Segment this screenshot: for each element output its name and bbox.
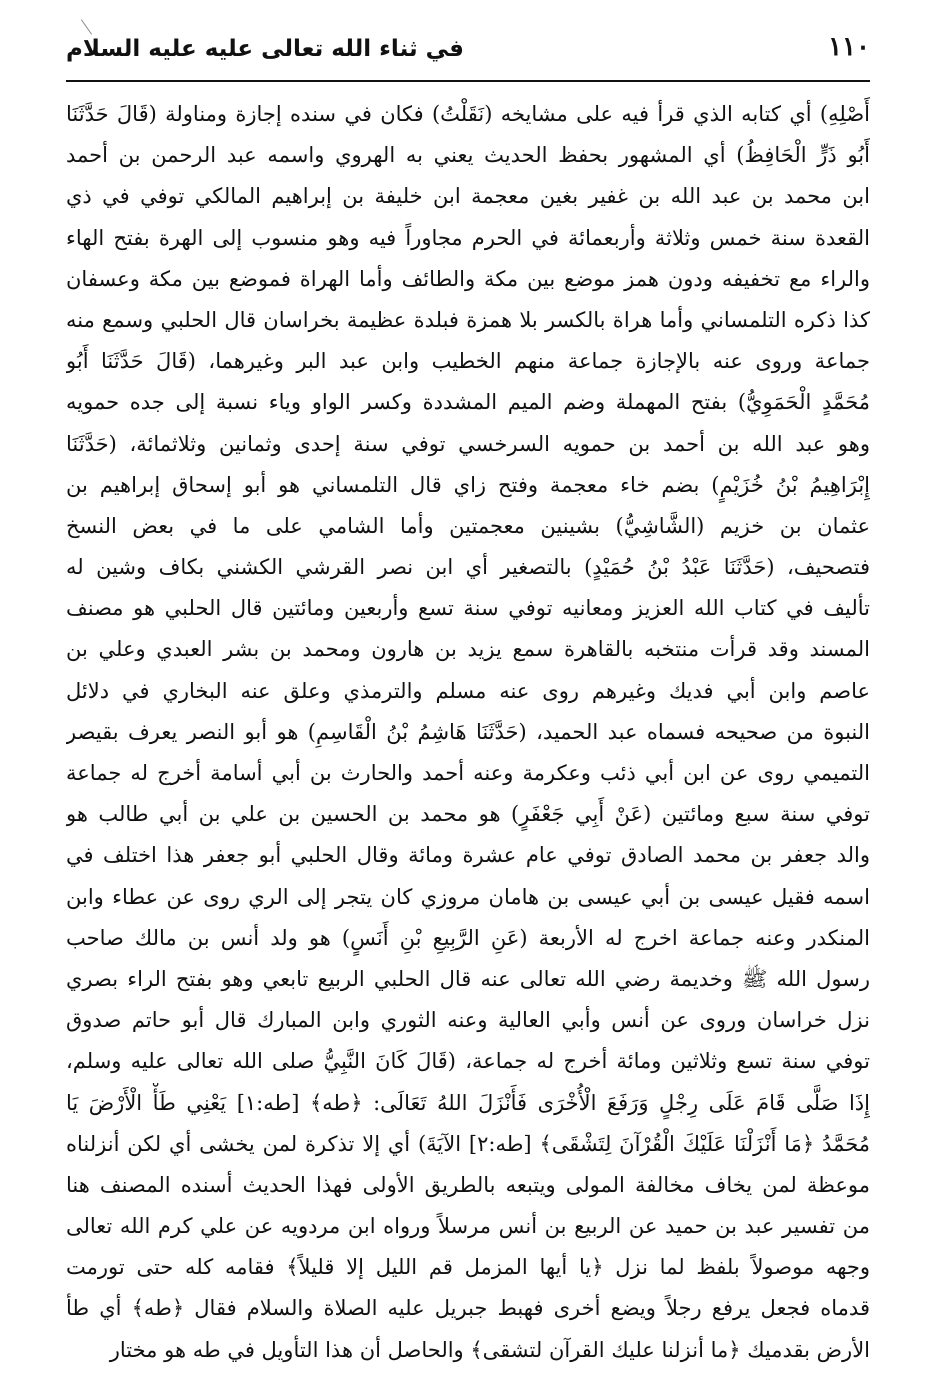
text-line: مُحَمَّدُ ﴿مَا أَنْزَلْنَا عَلَيْكَ الْقُرْآنَ لِتَشْقَى﴾ [طه:٢] الآيَةَ) أي إلا تذكرة لمن يخشى أي لكن أنزلناه [66, 1131, 870, 1156]
text-line: قدماه فجعل يرفع رجلاً ويضع أخرى فهبط جبريل عليه الصلاة والسلام فقال ﴿طه﴾ أي طأ [66, 1296, 870, 1321]
text-line: فتصحيف، (حَدَّثَنَا عَبْدُ بْنُ حُمَيْدٍ) بالتصغير أي ابن نصر القرشي الكشني بكاف وشين له [66, 555, 870, 580]
text-line: توفي سنة تسع وثلاثين ومائة أخرج له جماعة، (قَالَ كَانَ النَّبِيُّ صلى الله تعالى عليه وسلم، [66, 1049, 870, 1074]
text-line: والراء مع تخفيفه ودون همز موضع بين مكة والطائف وأما الهراة فموضع بين مكة وعسفان [66, 266, 870, 291]
text-line: مُحَمَّدٍ الْحَمَوِيُّ) بفتح المهملة وضم الميم المشددة وكسر الواو وياء نسبة إلى جده حمويه [66, 390, 870, 415]
text-line: جماعة وروى عنه بالإجازة جماعة منهم الخطيب وابن عبد البر وغيرهما، (قَالَ حَدَّثَنَا أَبُو [66, 349, 870, 374]
page-number: ١١٠ [828, 32, 870, 62]
text-line: كذا ذكره التلمساني وأما هراة بالكسر بلا همزة فبلدة عظيمة بخراسان قال الحلبي وسمع منه [66, 307, 870, 332]
text-line: والد جعفر بن محمد الصادق توفي عام عشرة ومائة وقال الحلبي أبو جعفر هذا اختلف في [66, 843, 870, 868]
text-line: أَبُو ذَرٍّ الْحَافِظُ) أي المشهور بحفظ الحديث يعني به الهروي واسمه عبد الرحمن بن أحمد [66, 143, 870, 168]
text-line: الأرض بقدميك ﴿ما أنزلنا عليك القرآن لتشقى﴾ والحاصل أن هذا التأويل في طه هو مختار [109, 1337, 870, 1362]
text-line: رسول الله ﷺ وخديمة رضي الله تعالى عنه قال الحلبي الربيع تابعي وهو بفتح الراء بصري [66, 966, 870, 991]
header-divider [66, 80, 870, 82]
running-title: في ثناء الله تعالى عليه عليه السلام [66, 36, 464, 62]
text-line: توفي سنة سبع ومائتين (عَنْ أَبِي جَعْفَرٍ) هو محمد بن الحسين بن علي بن أبي طالب هو [66, 802, 870, 827]
text-line: موعظة لمن يخاف مخالفة المولى ويتبعه بالطريق الأولى فهذا الحديث أسنده المصنف هنا [66, 1172, 870, 1197]
text-line: تأليف في كتاب الله العزيز ومعانيه توفي سنة تسع وأربعين ومائتين قال الحلبي هو مصنف [66, 596, 870, 621]
text-line: النبوة من صحيحه فسماه عبد الحميد، (حَدَّثَنَا هَاشِمُ بْنُ الْقَاسِمِ) هو أبو النصر يعرف بقيصر [66, 719, 870, 744]
text-line: عثمان بن خزيم (الشَّاشِيُّ) بشينين معجمتين وأما الشامي على ما في بعض النسخ [66, 513, 870, 538]
text-line: نزل خراسان وروى عن أنس وأبي العالية وعنه الثوري وابن المبارك قال أبو حاتم صدوق [66, 1008, 870, 1033]
text-line: إِذَا صَلَّى قَامَ عَلَى رِجْلٍ وَرَفَعَ الْأُخْرَى فَأَنْزَلَ اللهُ تَعَالَى: ﴿طه﴾ [طه:١] يَعْنِي طَأْ الْأَرْضَ يَا [66, 1090, 870, 1115]
text-line: عاصم وابن أبي فديك وغيرهم روى عنه مسلم والترمذي وعلق عنه البخاري في دلائل [66, 678, 870, 703]
text-line: المسند وقد قرأت منتخبه بالقاهرة سمع يزيد بن هارون ومحمد بن بشر العبدي وعلي بن [66, 637, 870, 662]
text-line: وهو عبد الله بن أحمد بن حمويه السرخسي توفي سنة إحدى وثمانين وثلاثمائة، (حَدَّثَنَا [66, 431, 870, 456]
page-header [66, 24, 870, 72]
body-text [66, 94, 870, 1371]
text-line: المنكدر وعنه جماعة اخرج له الأربعة (عَنِ الرَّبِيعِ بْنِ أَنَسٍ) هو ولد أنس بن مالك صاحب [66, 925, 870, 950]
text-line: أَصْلِهِ) أي كتابه الذي قرأ فيه على مشايخه (نَقَلْتُ) فكان في سنده إجازة ومناولة (قَالَ حَدَّثَنَا [66, 102, 870, 126]
text-line: ابن محمد بن عبد الله بن غفير بغين معجمة ابن خليفة بن إبراهيم المالكي توفي في ذي [66, 184, 870, 209]
text-line: التميمي روى عن ابن أبي ذئب وعكرمة وعنه أحمد والحارث بن أبي أسامة أخرج له جماعة [66, 761, 870, 785]
text-line: اسمه فقيل عيسى بن أبي عيسى بن هامان مروزي كان يتجر إلى الري روى عن عطاء وابن [66, 884, 870, 909]
text-line: إِبْرَاهِيمُ بْنُ خُزَيْمٍ) بضم خاء معجمة وفتح زاي قال التلمساني هو أبو إسحاق إبراهيم بن [66, 472, 870, 497]
text-line: وجهه موصولاً بلفظ لما نزل ﴿يا أيها المزمل قم الليل إلا قليلاً﴾ فقامه كله حتى تورمت [66, 1255, 870, 1280]
text-line: القعدة سنة خمس وثلاثة وأربعمائة في الحرم مجاوراً فيه وهو منسوب إلى الهرة بفتح الهاء [66, 225, 870, 250]
text-line: من تفسير عبد بن حميد عن الربيع بن أنس مرسلاً ورواه ابن مردويه عن علي كرم الله تعالى [66, 1214, 870, 1239]
